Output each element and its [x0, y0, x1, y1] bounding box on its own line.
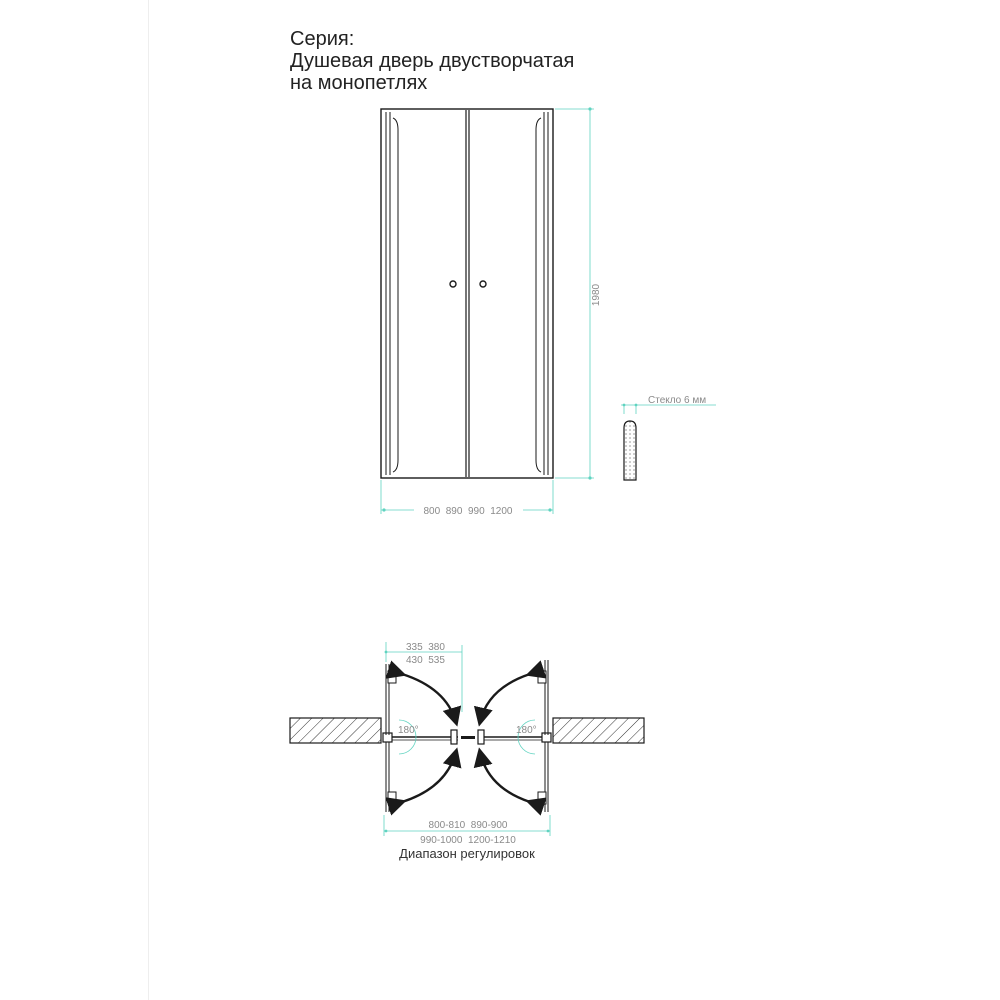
- top-dimension-line1: 335 380: [406, 642, 445, 653]
- left-knob-icon: [450, 281, 456, 287]
- height-dimension: [555, 107, 602, 479]
- front-view: [381, 109, 553, 478]
- angle-label-left: 180°: [398, 725, 419, 736]
- range-line2: 990-1000 1200-1210: [420, 835, 516, 846]
- glass-thickness-label: Стекло 6 мм: [648, 395, 707, 406]
- swing-arrow-icon: [402, 674, 456, 722]
- height-label: 1980: [591, 283, 602, 307]
- right-knob-icon: [480, 281, 486, 287]
- series-label: Серия:: [290, 28, 355, 50]
- angle-label-right: 180°: [516, 725, 537, 736]
- right-wall: [553, 718, 644, 743]
- glass-detail: [621, 395, 716, 480]
- left-wall: [290, 718, 381, 743]
- product-title: Душевая дверь двустворчатая: [290, 50, 575, 72]
- width-dimension: [381, 480, 553, 517]
- adjustment-range-caption: Диапазон регулировок: [399, 846, 535, 861]
- product-subtitle: на монопетлях: [290, 72, 428, 94]
- swing-arrow-icon: [480, 752, 530, 802]
- range-line1: 800-810 890-900: [428, 820, 508, 831]
- top-dimension-line2: 430 535: [406, 655, 445, 666]
- width-label: 800 890 990 1200: [423, 506, 513, 517]
- swing-arrow-icon: [480, 674, 530, 722]
- swing-arrow-icon: [402, 752, 456, 802]
- glass-section: [624, 421, 636, 480]
- plan-view: [290, 642, 644, 861]
